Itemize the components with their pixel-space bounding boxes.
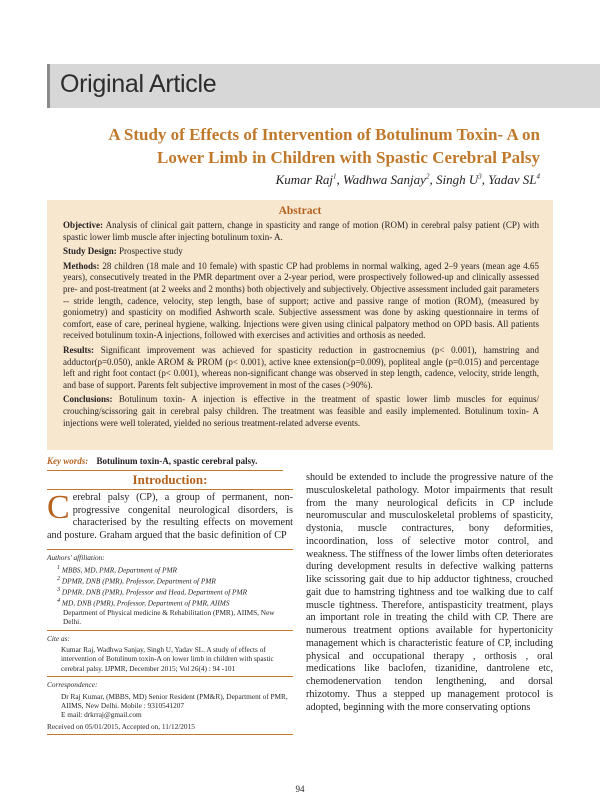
author-3: Singh U (435, 172, 479, 187)
article-type-label: Original Article (60, 70, 217, 98)
affiliation-text: DPMR, DNB (PMR), Professor and Head, Department of PMR (61, 587, 248, 597)
abstract-objective (63, 220, 539, 243)
received-date: Received on 05/01/2015, Accepted on, 11/12/2015 (47, 721, 195, 731)
design-text: Prospective study (119, 246, 183, 257)
author-2-sup: 2 (425, 172, 430, 181)
affiliation-top-rule (47, 549, 293, 550)
affiliation-box (47, 546, 293, 774)
affiliation-department: Department of Physical medicine & Rehabilitation (PMR), AIIMS, New Delhi. (63, 607, 275, 627)
methods-label: Methods: (63, 260, 100, 271)
author-4: Yadav SL (488, 172, 537, 187)
keywords-text: Botulinum toxin-A, spastic cerebral palsy. (96, 456, 258, 466)
author-1-sup: 1 (333, 172, 337, 181)
cite-text: Kumar Raj, Wadhwa Sanjay, Singh U, Yadav SL. A study of effects of intervention of Botulinum toxin-A on lower limb in children with spastic cerebral palsy. IJPMR, December 2015; Vol 26(4) : 94 -101 (61, 644, 274, 673)
affiliation-text: DPMR, DNB (PMR), Professor, Department of PMR (61, 576, 216, 586)
conclusions-label: Conclusions: (63, 394, 113, 405)
affiliation-sup: 4 (57, 597, 61, 604)
page-number: 94 (295, 784, 305, 794)
abstract-design (63, 246, 539, 258)
affiliation-text: MD, DNB (PMR), Professor, Department of PMR, AIIMS (61, 598, 230, 608)
author-list: Kumar Raj$^1$, Wadhwa Sanjay$^2$, Singh $U^3$, Yadav $SL^4$ (275, 172, 540, 187)
title-line-2: Lower Limb in Children with Spastic Cerebral Palsy (157, 148, 540, 167)
results-label: Results: (63, 344, 94, 355)
correspondence-rule (47, 676, 293, 677)
affiliation-item (47, 586, 293, 597)
cite-heading: Cite as: (47, 633, 70, 643)
abstract-conclusions (63, 394, 539, 429)
introduction-heading: Introduction: (132, 472, 208, 487)
abstract-body (63, 220, 539, 432)
abstract-box (47, 200, 553, 450)
affiliation-sup: 2 (57, 576, 61, 583)
abstract-methods (63, 261, 539, 342)
keywords-divider (47, 470, 283, 471)
intro-left-text: erebral palsy (CP), a group of permanent, non-progressive congenital neurological disorders, is characterised by the resulting effects on movement and posture. Graham argued that the basic definition of CP (47, 492, 293, 541)
affiliation-sup: 1 (57, 565, 61, 572)
correspondence-email: E mail: drkrraj@gmail.com (61, 710, 142, 720)
correspondence-text: Dr Raj Kumar, (MBBS, MD) Senior Resident (PM&R), Department of PMR, AIIMS, New Delhi. Mobile : 9310541207 (61, 691, 288, 710)
affiliation-item (47, 597, 293, 608)
author-1: Kumar Raj (275, 172, 333, 187)
methods-text: 28 children (18 male and 10 female) with spastic CP had problems in normal walking, aged 2–9 years (mean age 4.65 years), consecutively treated in the PMR department over a 2-year period, were prospectively followed-up and clinically assessed pre- and post-treatment (at 2 weeks and 2 months) both objectively and subjectively. Objective assessment included gait parameters -- stride length, cadence, velocity, step length, base of support; active and passive range of motion (ROM), (measured by goniometry) and spasticity on modified Ashworth scale. Subjective assessment was done by asking questionnaire in terms of comfort, ease of care, perineal hygiene, walking. Injections were given using clinical palpatory method on OPD basis. All patients received botulinum toxin-A injections, followed with exercises and activities and orthosis as needed. (63, 260, 540, 341)
intro-left-column (47, 489, 293, 542)
article-title (60, 123, 540, 169)
keywords-label: Key words: (47, 456, 89, 466)
author-3-sup: 3 (478, 172, 482, 181)
objective-text: Analysis of clinical gait pattern, change in spasticity and range of motion (ROM) in cerebral palsy patient (CP) with spastic lower limb muscle after injecting botulinum toxin- A. (63, 220, 539, 242)
author-4-sup: 4 (536, 172, 540, 181)
conclusions-text: Botulinum toxin- A injection is effective in the treatment of spastic lower limb muscles for equinus/ crouching/scissoring gait in cerebral palsy children. The treatment was feasible and easily implemented. Botulinum toxin- A injections were well tolerated, yielded no serious treatment-related adverse events. (63, 394, 540, 428)
affiliation-text: MBBS, MD, PMR, Department of PMR (61, 565, 177, 575)
intro-right-column: should be extended to include the progressive nature of the musculoskeletal pathology. Motor impairments that result from the many neurological deficits in CP include neuromuscular and musculoskeletal problems of spasticity, dystonia, muscle contractures, bony deformities, incoordination, loss of selective motor control, and weakness. The stiffness of the lower limbs often deteriorates during development results in defective walking patterns like scissoring gait due to hip adductor tightness, crouched gait due to hamstring tightness and toe walking due to calf muscle tightness. Therefore, antispasticity treatment, plays an important role in treating the child with CP. There are numerous treatment options available for hypertonicity management which is characteristic feature of CP, including physical and occupational therapy , orthosis , oral medications like baclofen, tizanidine, dantrolene etc, chemodenervation tendon lengthening, and dorsal rhizotomy. Thus a stepped up management protocol is adopted, beginning with the more conservating options (306, 472, 553, 713)
author-2: Wadhwa Sanjay (343, 172, 426, 187)
abstract-heading: Abstract (278, 205, 322, 217)
keywords (47, 456, 307, 466)
affiliation-sup: 3 (57, 587, 61, 594)
affiliation-bottom-rule (47, 734, 293, 735)
results-text: Significant improvement was achieved for spasticity reduction in gastrocnemius (p< 0.001), hamstring and adductor(p=0.050), ankle AROM & PROM (p< 0.001), active knee extension(p=0.009), popliteal angle (p=0.015) and percentage left and right foot contact (p< 0.001), whereas non-significant change was observed in step length, cadence, velocity, stride length, and base of support. Parents felt subjective improvement in most of the cases (>90%). (63, 344, 540, 390)
drop-cap: C (47, 489, 70, 526)
objective-label: Objective: (63, 220, 103, 230)
affiliation-heading: Authors' affiliation: (47, 553, 105, 562)
affiliation-item (47, 564, 293, 575)
design-label: Study Design: (63, 246, 117, 257)
title-line-1: A Study of Effects of Intervention of Botulinum Toxin- A on (108, 125, 540, 144)
introduction-divider (47, 489, 293, 490)
affiliation-item (47, 575, 293, 586)
article-type-banner (47, 64, 600, 108)
cite-rule (47, 630, 293, 631)
abstract-results (63, 345, 539, 391)
correspondence-heading: Correspondence: (47, 680, 98, 690)
